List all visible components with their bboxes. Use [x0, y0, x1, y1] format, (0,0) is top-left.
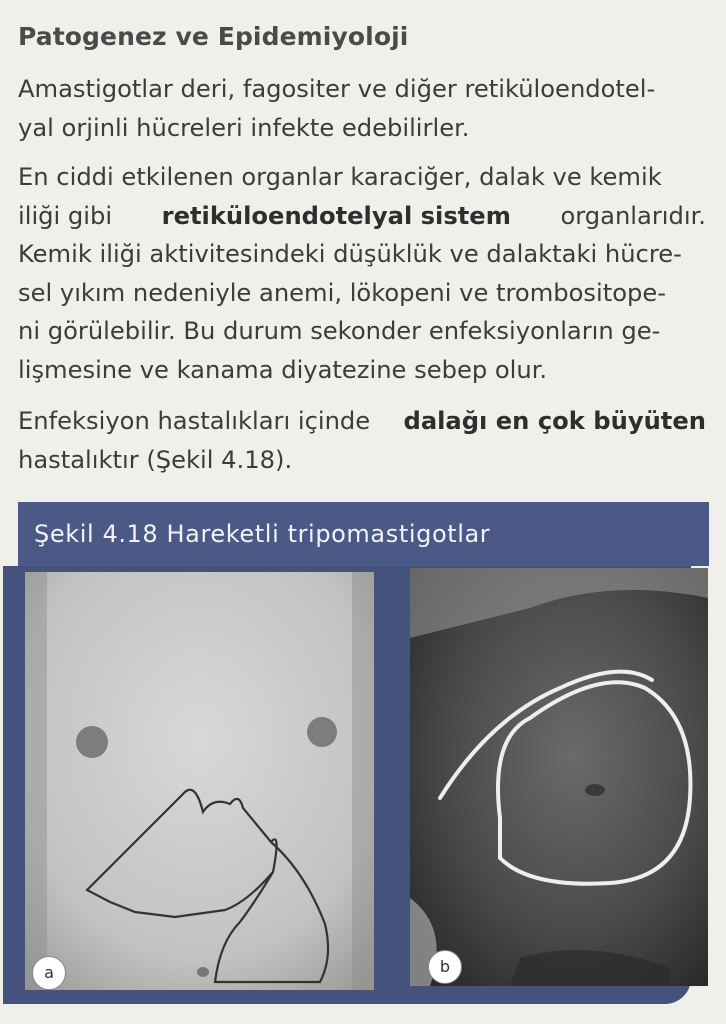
bold-term: dalağı en çok büyüten	[403, 407, 706, 435]
paragraph-line-mixed	[18, 402, 706, 441]
text-span: iliği gibi	[18, 201, 113, 230]
bold-term: retiküloendotelyal sistem	[161, 201, 511, 230]
paragraph-amastigotes	[18, 70, 706, 147]
figure-photo-b	[410, 568, 708, 986]
panel-label-b: b	[428, 950, 462, 984]
figure-caption: Şekil 4.18 Hareketli tripomastigotlar	[18, 502, 709, 566]
paragraph-line: yal orjinli hücreleri infekte edebilirler.	[18, 113, 470, 142]
paragraph-line: En ciddi etkilenen organlar karaciğer, dalak ve kemik	[18, 163, 662, 191]
paragraph-affected-organs	[18, 158, 706, 389]
paragraph-line: Amastigotlar deri, fagositer ve diğer retiküloendotel-	[18, 75, 656, 103]
paragraph-line: hastalıktır (Şekil 4.18).	[18, 445, 293, 474]
paragraph-line: Kemik iliği aktivitesindeki düşüklük ve dalaktaki hücre-	[18, 240, 682, 268]
section-heading: Patogenez ve Epidemiyoloji	[18, 22, 409, 51]
panel-label-a: a	[32, 956, 66, 990]
figure-photo-a	[25, 572, 374, 990]
paragraph-line: ni görülebilir. Bu durum sekonder enfeksiyonların ge-	[18, 317, 661, 345]
text-span: Enfeksiyon hastalıkları içinde	[18, 407, 371, 435]
text-span: organlarıdır.	[560, 201, 706, 230]
paragraph-line: lişmesine ve kanama diyatezine sebep olur.	[18, 355, 548, 384]
paragraph-line-mixed	[18, 197, 706, 236]
paragraph-splenomegaly	[18, 402, 706, 479]
paragraph-line: sel yıkım nedeniyle anemi, lökopeni ve trombositope-	[18, 278, 666, 307]
